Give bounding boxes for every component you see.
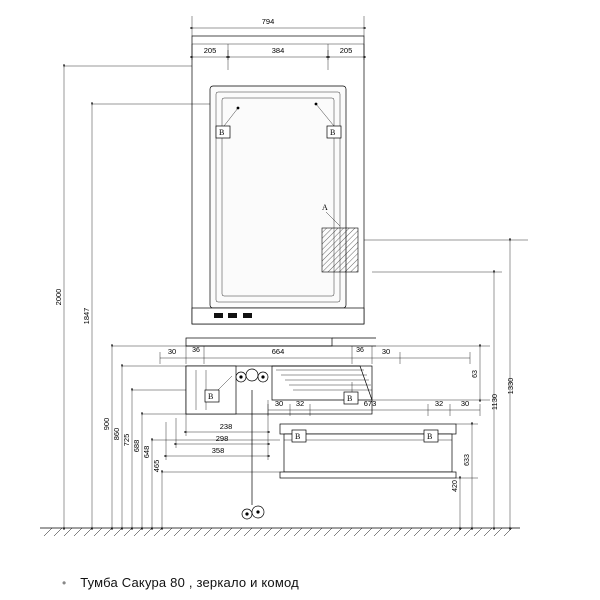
dim-row-left-30: 30 xyxy=(167,347,177,356)
dim-358: 358 xyxy=(211,446,225,455)
dim-top-center: 384 xyxy=(271,46,285,55)
dim-238: 238 xyxy=(219,422,233,431)
dim-row-664: 664 xyxy=(271,347,285,356)
dim-mid-32a: 32 xyxy=(295,399,305,408)
countertop-dimension-chain xyxy=(160,346,470,364)
dim-465: 465 xyxy=(152,459,161,473)
dim-row-right-30: 30 xyxy=(381,347,391,356)
dim-688: 688 xyxy=(132,439,141,453)
bullet-icon: • xyxy=(62,575,67,590)
dim-top-left: 205 xyxy=(203,46,217,55)
dim-860: 860 xyxy=(112,427,121,441)
callout-b4-label: B xyxy=(347,394,353,403)
dim-633: 633 xyxy=(464,454,471,466)
caption-label: Тумба Сакура 80 , зеркало и комод xyxy=(80,575,299,590)
dim-mid-32b: 32 xyxy=(434,399,444,408)
dim-1130: 1130 xyxy=(490,393,499,411)
dim-mid-right-30: 30 xyxy=(460,399,470,408)
dim-top-right: 205 xyxy=(339,46,353,55)
callout-a-label: A xyxy=(322,203,328,212)
callout-b5-label: B xyxy=(295,432,301,441)
callout-b3-label: B xyxy=(208,392,214,401)
callout-b2-label: B xyxy=(330,128,336,137)
dim-row-right-36: 36 xyxy=(356,347,364,354)
dim-mid-left-30: 30 xyxy=(274,399,284,408)
dim-900: 900 xyxy=(102,417,111,431)
dim-298: 298 xyxy=(215,434,229,443)
dim-mid-673: 673 xyxy=(363,399,377,408)
dim-63: 63 xyxy=(472,370,479,378)
dim-1330: 1330 xyxy=(506,377,515,395)
floor-line xyxy=(40,528,520,536)
dim-2000: 2000 xyxy=(54,288,63,306)
callout-b1-label: B xyxy=(219,128,225,137)
callout-b6-label: B xyxy=(427,432,433,441)
dim-1847: 1847 xyxy=(82,307,91,325)
dim-row-left-36: 36 xyxy=(192,347,200,354)
mirror-cabinet xyxy=(192,36,364,324)
dim-648: 648 xyxy=(142,445,151,459)
right-vertical-dimensions xyxy=(364,240,528,528)
commode-chest xyxy=(280,424,456,478)
dim-725: 725 xyxy=(122,433,131,447)
caption-row xyxy=(0,565,600,600)
dim-420: 420 xyxy=(452,480,459,492)
dim-top-overall: 794 xyxy=(261,17,275,26)
